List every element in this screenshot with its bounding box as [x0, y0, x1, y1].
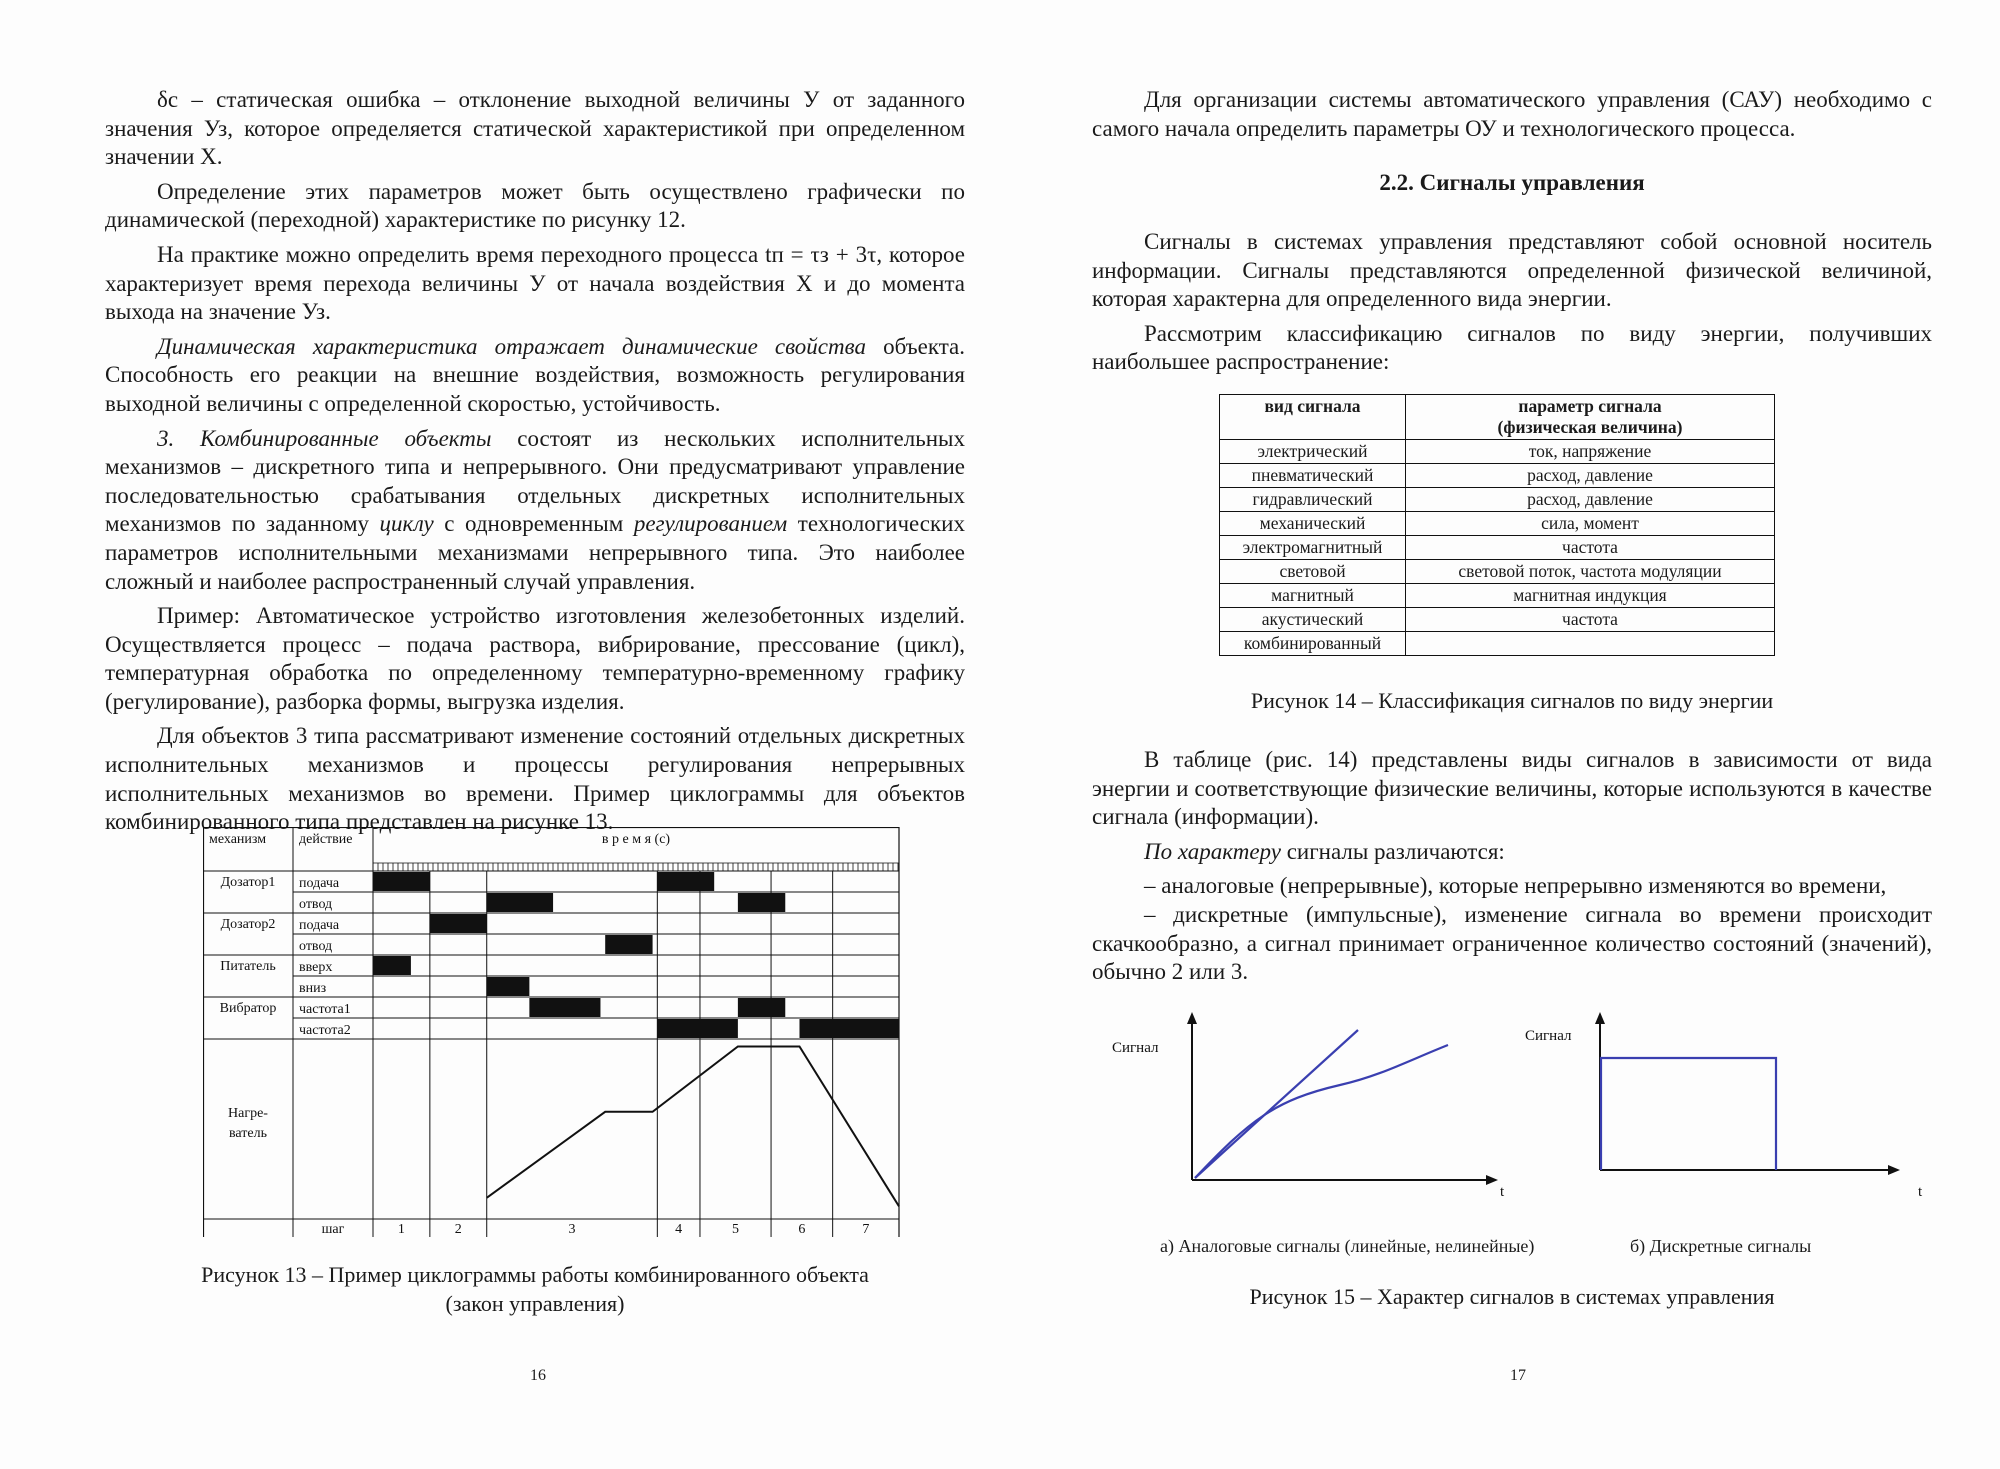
cyclogram-heater [487, 1046, 899, 1206]
x-arrow [1888, 1165, 1900, 1175]
step-label: шаг [321, 1222, 345, 1237]
italic-text: регулированием [633, 511, 788, 537]
action-label: отвод [299, 939, 333, 954]
italic-text: 3. Комбинированные объекты [157, 425, 492, 451]
cyclogram-bar [487, 893, 553, 912]
paragraph: – аналоговые (непрерывные), которые непрерывно изменяются во времени, [1144, 873, 1887, 899]
header-time: в р е м я (с) [601, 832, 671, 847]
cell-kind: магнитный [1220, 584, 1406, 608]
table-row [1220, 560, 1775, 584]
step-number: 4 [675, 1222, 683, 1237]
cell-param: магнитная индукция [1406, 584, 1775, 608]
cell-kind: акустический [1220, 608, 1406, 632]
cell-param: расход, давление [1406, 488, 1775, 512]
table-row [1220, 440, 1775, 464]
mechanism-label: Дозатор1 [220, 875, 276, 890]
figure15-caption: Рисунок 15 – Характер сигналов в системах управления [1249, 1284, 1775, 1309]
figure13-caption [105, 1260, 965, 1318]
time-axis-label: t [1500, 1184, 1505, 1200]
heater-line [487, 1046, 899, 1206]
paragraph: Рассмотрим классификацию сигналов по виду энергии, получивших наибольшее распространение: [1092, 320, 1932, 375]
analog-plot [1112, 1012, 1505, 1200]
cell-kind: механический [1220, 512, 1406, 536]
action-label: подача [299, 918, 340, 933]
section-heading: 2.2. Сигналы управления [1379, 170, 1645, 195]
action-label: подача [299, 876, 340, 891]
step-number: 7 [862, 1222, 870, 1237]
cell-param: ток, напряжение [1406, 440, 1775, 464]
cyclogram-bar [430, 914, 487, 933]
cell-kind: световой [1220, 560, 1406, 584]
paragraph: Сигналы в системах управления представляют собой основной носитель информации. Сигналы представляются определенной физической величиной, которая характерна для определенного вида энергии. [1092, 229, 1932, 312]
paragraph-text: сигналы различаются: [1280, 838, 1505, 864]
italic-text: По характеру [1144, 838, 1281, 864]
intro-text [1092, 86, 1932, 149]
paragraph: В таблице (рис. 14) представлены виды сигналов в зависимости от вида энергии и соответствующие физические величины, которые используются в качестве сигнала (информации). [1092, 747, 1932, 830]
mechanism-label: Питатель [220, 959, 276, 974]
caption-line: (закон управления) [445, 1291, 625, 1316]
nonlinear-signal-line [1195, 1045, 1448, 1178]
table-row [1220, 464, 1775, 488]
cell-param: частота [1406, 536, 1775, 560]
paragraph: Определение этих параметров может быть осуществлено графически по динамической (переходной) характеристике по рисунку 12. [105, 178, 965, 233]
signal-table [1219, 394, 1775, 656]
italic-text: циклу [379, 511, 434, 537]
discrete-signal-line [1601, 1058, 1776, 1170]
table-row [1220, 632, 1775, 656]
cell-kind: пневматический [1220, 464, 1406, 488]
action-label: вниз [299, 981, 327, 996]
page-number: 16 [530, 1367, 546, 1384]
caption-line: Рисунок 13 – Пример циклограммы работы комбинированного объекта [201, 1262, 869, 1287]
cyclogram-bar [373, 956, 411, 975]
table-row [1220, 584, 1775, 608]
paragraph-text: с одновременным [433, 511, 634, 537]
cyclogram-bar [373, 872, 430, 891]
header-param [1406, 395, 1775, 440]
step-number: 2 [454, 1222, 462, 1237]
cell-param: световой поток, частота модуляции [1406, 560, 1775, 584]
step-number: 6 [798, 1222, 806, 1237]
heater-label: Нагре- [228, 1106, 268, 1121]
paragraph: – дискретные (импульсные), изменение сигнала во времени происходит скачкообразно, а сигнал принимает ограниченное количество состояний (значений), обычно 2 или 3. [1092, 901, 1932, 985]
table-row [1220, 536, 1775, 560]
character-text [1092, 746, 1932, 993]
action-label: частота2 [299, 1023, 351, 1038]
signals-figure [1100, 1010, 1940, 1270]
left-text [105, 86, 965, 843]
time-axis-label: t [1918, 1184, 1923, 1200]
mechanism-label: Вибратор [219, 1001, 277, 1016]
cyclogram-bar [605, 935, 652, 954]
table-row [1220, 488, 1775, 512]
step-number: 3 [568, 1222, 576, 1237]
table-row [1220, 608, 1775, 632]
signal-axis-label: Сигнал [1112, 1040, 1159, 1056]
paragraph: δс – статическая ошибка – отклонение выходной величины У от заданного значения Уз, которое определяется статической характеристикой при определенном значении Х. [105, 87, 965, 170]
table-header-row [1220, 395, 1775, 440]
italic-text: Динамическая характеристика отражает динамические свойства [157, 333, 866, 359]
page-number: 17 [1510, 1367, 1526, 1384]
cell-kind: комбинированный [1220, 632, 1406, 656]
paragraph: Пример: Автоматическое устройство изготовления железобетонных изделий. Осуществляется процесс – подача раствора, вибрирование, прессование (цикл), температурная обработка по определенному температурно-временному графику (регулирование), разборка формы, выгрузка изделия. [105, 603, 965, 714]
header-param-line: (физическая величина) [1497, 417, 1683, 437]
mechanism-label: Дозатор2 [220, 917, 276, 932]
cyclogram-bar [487, 977, 530, 996]
cyclogram-bar [657, 1019, 738, 1038]
caption-a: а) Аналоговые сигналы (линейные, нелинейные) [1160, 1236, 1535, 1256]
signals-text [1092, 228, 1932, 383]
cell-kind: электромагнитный [1220, 536, 1406, 560]
cell-param: сила, момент [1406, 512, 1775, 536]
cyclogram-figure [203, 827, 903, 1237]
signal-axis-label: Сигнал [1525, 1028, 1572, 1044]
paragraph [1092, 838, 1932, 867]
cyclogram-bar [657, 872, 714, 891]
step-number: 1 [397, 1222, 405, 1237]
paragraph-text: состоят из нескольких исполнительных механизмов – дискретного типа и непрерывного. Они предусматривают управление последовательностью срабатывания отдельных дискретных исполнительных механизмов по заданному [105, 425, 965, 537]
y-arrow [1595, 1012, 1605, 1024]
x-arrow [1486, 1175, 1498, 1185]
step-number: 5 [732, 1222, 740, 1237]
caption-b: б) Дискретные сигналы [1630, 1236, 1812, 1256]
paragraph [105, 241, 965, 327]
linear-signal-line [1195, 1030, 1358, 1178]
table-row [1220, 512, 1775, 536]
cyclogram-bar [799, 1019, 899, 1038]
figure14-caption: Рисунок 14 – Классификация сигналов по виду энергии [1250, 688, 1774, 713]
header-param-line: параметр сигнала [1518, 396, 1662, 416]
action-label: вверх [299, 960, 333, 975]
cyclogram-bar [529, 998, 600, 1017]
paragraph: Для объектов 3 типа рассматривают изменение состояний отдельных дискретных исполнительных механизмов и процессы регулирования непрерывных исполнительных механизмов во времени. Пример циклограммы для объектов комбинированного типа представлен на рисунке 13. [105, 723, 965, 835]
header-mechanism: механизм [209, 832, 267, 847]
cell-param: расход, давление [1406, 464, 1775, 488]
action-label: частота1 [299, 1002, 351, 1017]
discrete-plot [1525, 1012, 1923, 1200]
paragraph: Для организации системы автоматического управления (САУ) необходимо с самого начала определить параметры ОУ и технологического процесса. [1092, 87, 1932, 141]
paragraph [105, 425, 965, 597]
heater-label: ватель [229, 1126, 267, 1141]
paragraph [105, 333, 965, 419]
paragraph-text: технологических параметров исполнительными механизмами непрерывного типа. Это наиболее сложный и наиболее распространенный случай управления. [105, 511, 965, 594]
header-kind: вид сигнала [1220, 395, 1406, 440]
cyclogram-bar [738, 893, 785, 912]
cell-param: частота [1406, 608, 1775, 632]
cyclogram-labels [209, 832, 869, 1237]
action-label: отвод [299, 897, 333, 912]
header-action: действие [299, 832, 353, 847]
y-arrow [1187, 1012, 1197, 1024]
paragraph-text: объекта. Способность его реакции на внешние воздействия, возможность регулирования выходной величины с определенной скоростью, устойчивость. [105, 333, 965, 416]
cyclogram-bar [738, 998, 785, 1017]
paragraph-text: На практике можно определить время переходного процесса tп = τз + 3τ, которое характеризует время перехода величины У от начала воздействия Х и до момента выхода на значение Уз. [105, 241, 965, 325]
cell-param [1406, 632, 1775, 656]
cell-kind: электрический [1220, 440, 1406, 464]
cell-kind: гидравлический [1220, 488, 1406, 512]
